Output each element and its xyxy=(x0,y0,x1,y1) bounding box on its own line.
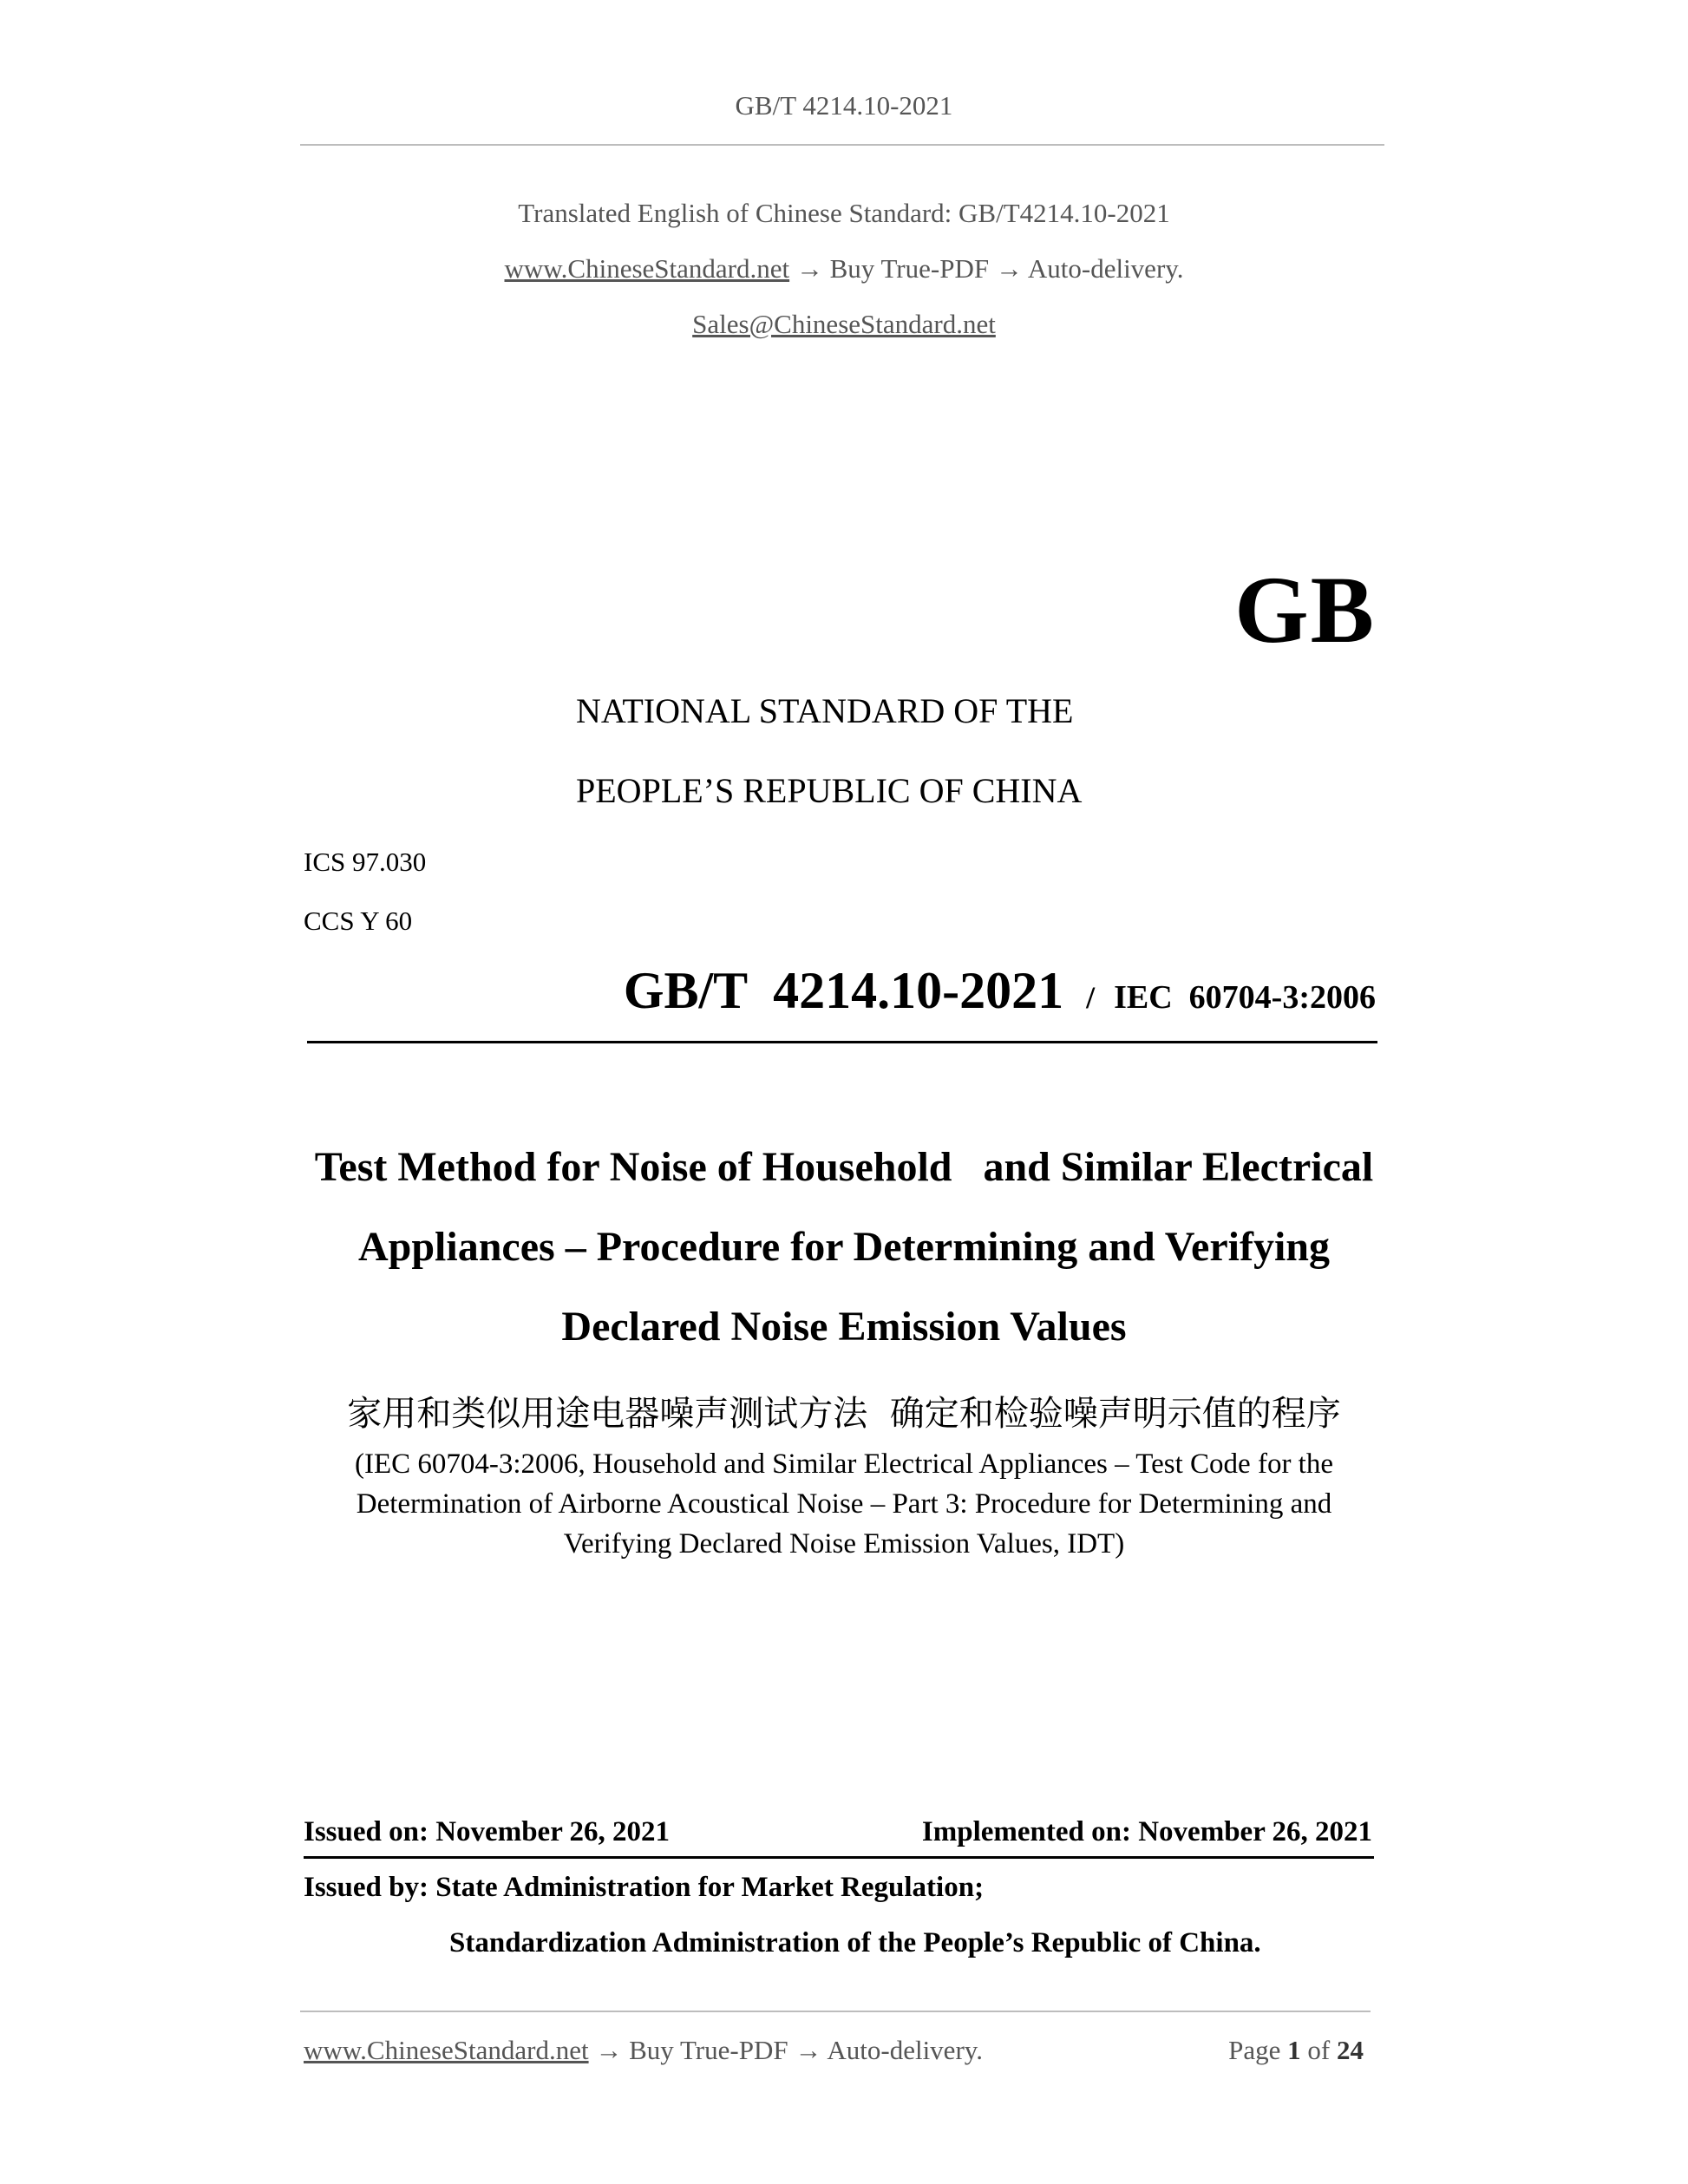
standard-number: GB/T 4214.10-2021 xyxy=(623,962,1064,1019)
sales-email-link[interactable]: Sales@ChineseStandard.net xyxy=(692,309,996,339)
standard-number-divider xyxy=(307,1041,1377,1043)
national-standard-line-1: NATIONAL STANDARD OF THE xyxy=(576,691,1074,730)
subtitle-line-3: Verifying Declared Noise Emission Values, IDT) xyxy=(563,1528,1125,1560)
issued-by-line-2: Standardization Administration of the People’s Republic of China. xyxy=(449,1927,1261,1958)
footer-notice xyxy=(304,2035,983,2066)
page-number: 1 xyxy=(1287,2035,1301,2065)
title-line-3: Declared Noise Emission Values xyxy=(561,1304,1127,1350)
dates-divider xyxy=(304,1856,1374,1859)
subtitle-line-1: (IEC 60704-3:2006, Household and Similar Electrical Appliances – Test Code for the xyxy=(354,1448,1333,1480)
standard-number-line xyxy=(624,961,1376,1021)
header-divider xyxy=(300,144,1384,146)
implemented-on-date: Implemented on: November 26, 2021 xyxy=(921,1816,1372,1847)
page-total: 24 xyxy=(1337,2035,1364,2065)
translated-notice: Translated English of Chinese Standard: GB/T4214.10-2021 xyxy=(518,198,1170,228)
equivalent-standard: IEC 60704-3:2006 xyxy=(1114,979,1376,1016)
title-line-2: Appliances – Procedure for Determining and Verifying xyxy=(358,1224,1330,1270)
issued-by-line-1: Issued by: State Administration for Market Regulation; xyxy=(304,1872,985,1903)
footer-site-link[interactable]: www.ChineseStandard.net xyxy=(304,2035,589,2065)
ics-code: ICS 97.030 xyxy=(304,847,427,877)
standard-separator: / xyxy=(1086,980,1096,1015)
gb-logo: GB xyxy=(1234,557,1376,663)
chinese-title: 家用和类似用途电器噪声测试方法 确定和检验噪声明示值的程序 xyxy=(347,1394,1341,1434)
footer-buy-text: → Buy True-PDF → Auto-delivery. xyxy=(588,2035,983,2065)
title-line-1: Test Method for Noise of Household and Similar Electrical xyxy=(314,1144,1374,1190)
buy-text: → Buy True-PDF → Auto-delivery. xyxy=(789,253,1184,284)
issued-on-date: Issued on: November 26, 2021 xyxy=(304,1816,670,1847)
site-link[interactable]: www.ChineseStandard.net xyxy=(504,253,790,284)
buy-notice xyxy=(0,253,1688,284)
of-label: of xyxy=(1300,2035,1337,2065)
running-header: GB/T 4214.10-2021 xyxy=(735,90,953,121)
ccs-code: CCS Y 60 xyxy=(304,906,413,936)
subtitle-line-2: Determination of Airborne Acoustical Noise – Part 3: Procedure for Determining and xyxy=(356,1488,1332,1520)
page-label: Page xyxy=(1228,2035,1288,2065)
footer-divider xyxy=(300,2011,1371,2012)
page-indicator xyxy=(1228,2035,1364,2066)
sales-notice xyxy=(0,309,1688,340)
national-standard-line-2: PEOPLE’S REPUBLIC OF CHINA xyxy=(576,771,1083,810)
